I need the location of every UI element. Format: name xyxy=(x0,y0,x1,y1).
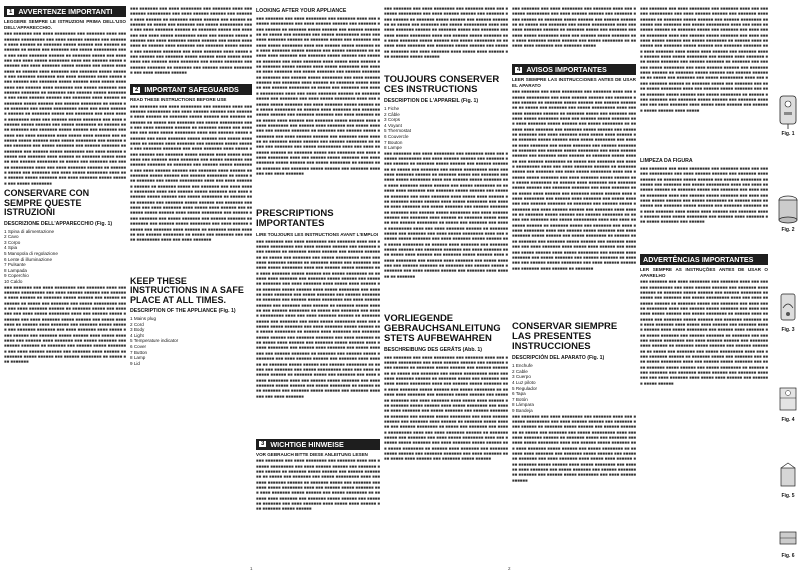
looking-after-head: LOOKING AFTER YOUR APPLIANCE xyxy=(256,8,347,14)
figure-label: Fig. 6 xyxy=(781,553,795,559)
section-header-italian: 1 AVVERTENZE IMPORTANTI xyxy=(4,6,126,17)
figure-5 xyxy=(776,462,800,499)
figures-column xyxy=(774,0,802,573)
list-item: 8 Lamp xyxy=(130,355,146,361)
list-item: 3 Body xyxy=(130,327,145,333)
tray-icon xyxy=(777,522,799,552)
appliance-icon xyxy=(777,90,799,130)
body-text-es-1: ■■■ ■■■■■■■ ■■■ ■■■■ ■■■■■■■■ ■■■ ■■■■■■■ ■■■■ ■■■ ■■■■■■ ■■■■■■■■■ ■■■ ■■■■ ■■■■■■ ■■■■■■ ■■■ ■■■■■■■ ■■■■ ■■■■■■ ■■ ■■■■■■■ ■■■■■ ■■■■■■ ■■■ ■■■■■■ ■■■■■■■■ ■■ ■■■■■ ■■■ ■■■■■■■ ■■■ ■■■■■ ■■■■■■■■■ ■■■■ ■■■ ■■■■ ■■■■■■■ ■■■■■■ ■■ ■■■■■■■ ■■■■■ ■■■ ■■■■■■■ ■■■ ■■■■ ■■■■■ ■■■■■■■■ ■■■■ ■■■ ■■■■■■ ■■■■■ ■■■■■■■ ■■■ ■■■■ ■■■■■■■ ■■■■■ ■■■■■■ ■■■ ■■■■■ ■■■■■■■■ ■■ ■■■■■■ ■■■■ ■■■■■■■ ■■■ ■■■■■■■ ■■■■■ ■■■■■■ ■■■ ■■■■■■■ ■■■■■■■ ■■■ ■■■■ ■■■■■■■ ■■■■ ■■■■■ ■■■■ ■■■■■■ ■■■ ■■■■■■■ ■■■■■ ■■■■■■ ■■■■ ■■■■■ ■■■■■■■■ ■■■ ■■■■■■ ■■■■ ■■■■■■■ ■■■ ■■■■■ ■■■■■■■ ■■■ ■■■■■■ ■■■■■■■ ■■ ■■■■■■■ ■■■ ■■■■■■ ■■■■■ ■■■■■■■■ ■■■ ■■■■ ■■■■■■ ■■■■■■ ■■■ ■■■■■■■ ■■■■ ■■■■■■ ■■ ■■■■■■■ ■■■■■ ■■■■■■ ■■■ ■■■■■■ ■■■■■■■■ ■■ ■■■■■ ■■■ ■■■■■■■ ■■■ ■■■■■ ■■■■■■■■■ ■■■■ ■■■ ■■■■ ■■■■■■■ ■■■■■■ ■■ ■■■■■■■ ■■■■■ ■■■ ■■■■■■■ ■■■ ■■■■ ■■■■■ ■■■■■■■■ ■■■■ ■■■ ■■■■■■ ■■■■■ ■■■■■■■ ■■■ ■■■■ ■■■■■■■ ■■■■■ ■■■■■■ ■■■ ■■■■■ ■■■■■■■■ ■■ ■■■■■■ ■■■■ ■■■■■■■ ■■■ ■■■■■■■ ■■■■■ ■■■■■■ ■■■ ■■■■■■■ ■■■■■■■ ■■■ ■■■■ ■■■■■■■ ■■■■ ■■■■■ ■■■■ ■■■■■■ ■■■ ■■■■■■■ ■■■■■ ■■■■■■ ■■■■ ■■■■■ ■■■■■■■■ ■■■ ■■■■■■ ■■■■ ■■■■■■■ ■■■ ■■■■■ ■■■■■■■ ■■■ ■■■■■■ ■■■■■■■ ■■ ■■■■■■■ ■■■ ■■■■■■ ■■■■■ ■■■■■■■■ ■■■ ■■■■ ■■■■■■ ■■■■■■ ■■■ ■■■■■■■ ■■■■ ■■■■■■ ■■ ■■■■■■■ ■■■■■ ■■■■■■ ■■■ ■■■■■■ ■■■■■■■■ ■■ ■■■■■ ■■■ ■■■■■■■ ■■■ ■■■■■ ■■■■■■■■■ ■■■■ ■■■ ■■■■ ■■■■■■■ ■■■■■■ ■■ ■■■■■■■ ■■■■■ ■■■ ■■■■■■■ ■■■ ■■■■ ■■■■■ ■■■■■■■■ ■■■■ ■■■ ■■■■■■ ■■■■■ ■■■■■■■ ■■■ ■■■■ ■■■■■■■ ■■■■■ ■■■■■■ ■■■ ■■■■■ ■■■■■■■■ ■■ ■■■■■■ ■■■■ ■■■■■■■ ■■■ ■■■■■■■ ■■■■■ ■■■■■■ ■■■ ■■■■■■■ ■■■■■■■ ■■■ ■■■■ ■■■■■■■ ■■■■ ■■■■■ ■■■■ ■■■■■■ ■■■ ■■■■■■■ ■■■■■ ■■■■■■ ■■■■ ■■■■■ ■■■■■■■■ ■■■ ■■■■■■ ■■■■ ■■■■■■■ ■■■ ■■■■■ ■■■■■■■ ■■■ ■■■■■■ ■■■■■■■ ■■ ■■■■■■■ ■■■ ■■■■■■ ■■■■■ ■■■■■■■■ ■■■ ■■■■ ■■■■■■ ■■■■■■ ■■■ ■■■■■■■ ■■■■ ■■■■■■ ■■ ■■■■■■■ xyxy=(512,89,636,271)
list-item: 4 Spia xyxy=(4,245,18,251)
hand-button-icon xyxy=(777,290,799,326)
body-text-italian-1: ■■■ ■■■■■■■ ■■■ ■■■■ ■■■■■■■■ ■■■ ■■■■■■■ ■■■■ ■■■ ■■■■■■ ■■■■■■■■■ ■■■ ■■■■ ■■■■■■ ■■■■■■ ■■■ ■■■■■■■ ■■■■ ■■■■■■ ■■ ■■■■■■■ ■■■■■ ■■■■■■ ■■■ ■■■■■■ ■■■■■■■■ ■■ ■■■■■ ■■■ ■■■■■■■ ■■■ ■■■■■ ■■■■■■■■■ ■■■■ ■■■ ■■■■ ■■■■■■■ ■■■■■■ ■■ ■■■■■■■ ■■■■■ ■■■ ■■■■■■■ ■■■ ■■■■ ■■■■■ ■■■■■■■■ ■■■■ ■■■ ■■■■■■ ■■■■■ ■■■■■■■ ■■■ ■■■■ ■■■■■■■ ■■■■■ ■■■■■■ ■■■ ■■■■■ ■■■■■■■■ ■■ ■■■■■■ ■■■■ ■■■■■■■ ■■■ ■■■■■■■ ■■■■■ ■■■■■■ ■■■ ■■■■■■■ ■■■■■■■ ■■■ ■■■■ ■■■■■■■ ■■■■ ■■■■■ ■■■■ ■■■■■■ ■■■ ■■■■■■■ ■■■■■ ■■■■■■ ■■■■ ■■■■■ ■■■■■■■■ ■■■ ■■■■■■ ■■■■ ■■■■■■■ ■■■ ■■■■■ ■■■■■■■ ■■■ ■■■■■■ ■■■■■■■ ■■ ■■■■■■■ ■■■ ■■■■■■ ■■■■■ ■■■■■■■■ ■■■ ■■■■ ■■■■■■ ■■■■■■ ■■■ ■■■■■■■ ■■■■ ■■■■■■ ■■ ■■■■■■■ ■■■■■ ■■■■■■ ■■■ ■■■■■■ ■■■■■■■■ ■■ ■■■■■ ■■■ ■■■■■■■ ■■■ ■■■■■ ■■■■■■■■■ ■■■■ ■■■ ■■■■ ■■■■■■■ ■■■■■■ ■■ ■■■■■■■ ■■■■■ ■■■ ■■■■■■■ ■■■ ■■■■ ■■■■■ ■■■■■■■■ ■■■■ ■■■ ■■■■■■ ■■■■■ ■■■■■■■ ■■■ ■■■■ ■■■■■■■ ■■■■■ ■■■■■■ ■■■ ■■■■■ ■■■■■■■■ ■■ ■■■■■■ ■■■■ ■■■■■■■ ■■■ ■■■■■■■ ■■■■■ ■■■■■■ ■■■ ■■■■■■■ ■■■■■■■ ■■■ ■■■■ ■■■■■■■ ■■■■ ■■■■■ ■■■■ ■■■■■■ ■■■ ■■■■■■■ ■■■■■ ■■■■■■ ■■■■ ■■■■■ ■■■■■■■■ ■■■ ■■■■■■ ■■■■ ■■■■■■■ ■■■ ■■■■■ ■■■■■■■ ■■■ ■■■■■■ ■■■■■■■ ■■ ■■■■■■■ ■■■ ■■■■■■ ■■■■■ ■■■■■■■■ ■■■ ■■■■ ■■■■■■ ■■■■■■ ■■■ ■■■■■■■ ■■■■ ■■■■■■ ■■ ■■■■■■■ ■■■■■ ■■■■■■ ■■■ ■■■■■■ ■■■■■■■■ ■■ ■■■■■ ■■■ ■■■■■■■ ■■■ ■■■■■ ■■■■■■■■■ ■■■■ ■■■ ■■■■ ■■■■■■■ ■■■■■■ ■■ ■■■■■■■ ■■■■■ ■■■ ■■■■■■■ ■■■ ■■■■ ■■■■■ ■■■■■■■■ ■■■■ ■■■ ■■■■■■ ■■■■■ ■■■■■■■ ■■■ ■■■■ ■■■■■■■ ■■■■■ ■■■■■■ ■■■ ■■■■■ ■■■■■■■■ xyxy=(4,31,126,186)
figure-2 xyxy=(776,190,800,233)
figure-4 xyxy=(776,380,800,423)
list-item: 7 Bouton xyxy=(384,139,403,145)
figure-6 xyxy=(776,522,800,559)
parts-list-english xyxy=(130,316,252,366)
header-number: 2 xyxy=(135,86,139,93)
list-item: 6 Lente di illuminazione xyxy=(4,256,53,262)
list-item: 4 Light xyxy=(130,332,144,338)
list-item: 4 Voyant xyxy=(384,122,402,128)
body-text-fr-0: ■■■ ■■■■■■■ ■■■ ■■■■ ■■■■■■■■ ■■■ ■■■■■■■ ■■■■ ■■■ ■■■■■■ ■■■■■■■■■ ■■■ ■■■■ ■■■■■■ ■■■■■■ ■■■ ■■■■■■■ ■■■■ ■■■■■■ ■■ ■■■■■■■ ■■■■■ ■■■■■■ ■■■ ■■■■■■ ■■■■■■■■ ■■ ■■■■■ ■■■ ■■■■■■■ ■■■ ■■■■■ ■■■■■■■■■ ■■■■ ■■■ ■■■■ ■■■■■■■ ■■■■■■ ■■ ■■■■■■■ ■■■■■ ■■■ ■■■■■■■ ■■■ ■■■■ ■■■■■ ■■■■■■■■ ■■■■ ■■■ ■■■■■■ ■■■■■ ■■■■■■■ ■■■ ■■■■ ■■■■■■■ ■■■■■ ■■■■■■ ■■■ ■■■■■ ■■■■■■■■ ■■ ■■■■■■ ■■■■ ■■■■■■■ ■■■ ■■■■■■■ ■■■■■ ■■■■■■ ■■■ ■■■■■■■ ■■■■■■■ ■■■ ■■■■ ■■■■■■■ ■■■■ ■■■■■ ■■■■ ■■■■■■ ■■■ ■■■■■■■ ■■■■■ ■■■■■■ xyxy=(384,6,508,60)
header-number: 3 xyxy=(261,441,265,448)
list-item: 6 Cover xyxy=(130,344,147,350)
lead-french: LIRE TOUJOURS LES INSTRUCTIONS AVANT L'EMPLOI xyxy=(256,232,379,237)
list-item: 9 Bandeja xyxy=(512,407,533,413)
list-item: 5 Temperature indicator xyxy=(130,338,179,344)
column-portuguese xyxy=(640,6,768,566)
figure-label: Fig. 3 xyxy=(781,327,795,333)
keep-title-italian: CONSERVARE CON SEMPRE QUESTE ISTRUZIONI xyxy=(4,188,90,218)
description-head-german: BESCHREIBUNG DES GERÄTS (Abb. 1) xyxy=(384,346,482,353)
list-item: 2 Cavo xyxy=(4,234,19,240)
list-item: 3 Cuerpo xyxy=(512,374,531,380)
body-text-es-0: ■■■ ■■■■■■■ ■■■ ■■■■ ■■■■■■■■ ■■■ ■■■■■■■ ■■■■ ■■■ ■■■■■■ ■■■■■■■■■ ■■■ ■■■■ ■■■■■■ ■■■■■■ ■■■ ■■■■■■■ ■■■■ ■■■■■■ ■■ ■■■■■■■ ■■■■■ ■■■■■■ ■■■ ■■■■■■ ■■■■■■■■ ■■ ■■■■■ ■■■ ■■■■■■■ ■■■ ■■■■■ ■■■■■■■■■ ■■■■ ■■■ ■■■■ ■■■■■■■ ■■■■■■ ■■ ■■■■■■■ ■■■■■ ■■■ ■■■■■■■ ■■■ ■■■■ ■■■■■ ■■■■■■■■ ■■■■ ■■■ ■■■■■■ ■■■■■ ■■■■■■■ ■■■ ■■■■ ■■■■■■■ ■■■■■ ■■■■■■ ■■■ ■■■■■ ■■■■■■■■ ■■ ■■■■■■ ■■■■ ■■■■■■■ ■■■ ■■■■■■■ ■■■■■ xyxy=(512,6,636,49)
list-item: 6 Tapa xyxy=(512,391,526,397)
lamp-icon xyxy=(777,380,799,416)
list-item: 7 Pulsante xyxy=(4,262,26,268)
body-text-pt-2: ■■■ ■■■■■■■ ■■■ ■■■■ ■■■■■■■■ ■■■ ■■■■■■■ ■■■■ ■■■ ■■■■■■ ■■■■■■■■■ ■■■ ■■■■ ■■■■■■ ■■■■■■ ■■■ ■■■■■■■ ■■■■ ■■■■■■ ■■ ■■■■■■■ ■■■■■ ■■■■■■ ■■■ ■■■■■■ ■■■■■■■■ ■■ ■■■■■ ■■■ ■■■■■■■ ■■■ ■■■■■ ■■■■■■■■■ ■■■■ ■■■ ■■■■ ■■■■■■■ ■■■■■■ ■■ ■■■■■■■ ■■■■■ ■■■ ■■■■■■■ ■■■ ■■■■ ■■■■■ ■■■■■■■■ ■■■■ ■■■ ■■■■■■ ■■■■■ ■■■■■■■ ■■■ ■■■■ ■■■■■■■ ■■■■■ ■■■■■■ ■■■ ■■■■■ ■■■■■■■■ ■■ ■■■■■■ ■■■■ ■■■■■■■ ■■■ ■■■■■■■ ■■■■■ ■■■■■■ ■■■ ■■■■■■■ ■■■■■■■ ■■■ ■■■■ ■■■■■■■ ■■■■ ■■■■■ ■■■■ ■■■■■■ ■■■ ■■■■■■■ ■■■■■ ■■■■■■ ■■■■ ■■■■■ ■■■■■■■■ ■■■ ■■■■■■ ■■■■ ■■■■■■■ ■■■ ■■■■■ ■■■■■■■ ■■■ ■■■■■■ ■■■■■■■ ■■ ■■■■■■■ ■■■ ■■■■■■ ■■■■■ ■■■■■■■■ ■■■ ■■■■ ■■■■■■ ■■■■■■ ■■■ ■■■■■■■ ■■■■ ■■■■■■ ■■ ■■■■■■■ ■■■■■ ■■■■■■ ■■■ ■■■■■■ ■■■■■■■■ ■■ ■■■■■ ■■■ ■■■■■■■ ■■■ ■■■■■ ■■■■■■■■■ ■■■■ ■■■ ■■■■ ■■■■■■■ ■■■■■■ ■■ ■■■■■■■ ■■■■■ ■■■ ■■■■■■■ ■■■ ■■■■ ■■■■■ ■■■■■■■■ ■■■■ ■■■ ■■■■■■ ■■■■■ ■■■■■■■ ■■■ ■■■■ ■■■■■■■ ■■■■■ ■■■■■■ ■■■ ■■■■■ ■■■■■■■■ ■■ ■■■■■■ ■■■■ ■■■■■■■ ■■■ ■■■■■■■ ■■■■■ ■■■■■■ ■■■ ■■■■■■■ ■■■■■■■ ■■■ ■■■■ ■■■■■■■ ■■■■ ■■■■■ ■■■■ ■■■■■■ ■■■ ■■■■■■■ ■■■■■ ■■■■■■ xyxy=(640,279,768,386)
figure-3 xyxy=(776,290,800,333)
body-text-fr-1: ■■■ ■■■■■■■ ■■■ ■■■■ ■■■■■■■■ ■■■ ■■■■■■■ ■■■■ ■■■ ■■■■■■ ■■■■■■■■■ ■■■ ■■■■ ■■■■■■ ■■■■■■ ■■■ ■■■■■■■ ■■■■ ■■■■■■ ■■ ■■■■■■■ ■■■■■ ■■■■■■ ■■■ ■■■■■■ ■■■■■■■■ ■■ ■■■■■ ■■■ ■■■■■■■ ■■■ ■■■■■ ■■■■■■■■■ ■■■■ ■■■ ■■■■ ■■■■■■■ ■■■■■■ ■■ ■■■■■■■ ■■■■■ ■■■ ■■■■■■■ ■■■ ■■■■ ■■■■■ ■■■■■■■■ ■■■■ ■■■ ■■■■■■ ■■■■■ ■■■■■■■ ■■■ ■■■■ ■■■■■■■ ■■■■■ ■■■■■■ ■■■ ■■■■■ ■■■■■■■■ ■■ ■■■■■■ ■■■■ ■■■■■■■ ■■■ ■■■■■■■ ■■■■■ ■■■■■■ ■■■ ■■■■■■■ ■■■■■■■ ■■■ ■■■■ ■■■■■■■ ■■■■ ■■■■■ ■■■■ ■■■■■■ ■■■ ■■■■■■■ ■■■■■ ■■■■■■ ■■■■ ■■■■■ ■■■■■■■■ ■■■ ■■■■■■ ■■■■ ■■■■■■■ ■■■ ■■■■■ ■■■■■■■ ■■■ ■■■■■■ ■■■■■■■ ■■ ■■■■■■■ ■■■ ■■■■■■ ■■■■■ ■■■■■■■■ ■■■ ■■■■ ■■■■■■ ■■■■■■ ■■■ ■■■■■■■ ■■■■ ■■■■■■ ■■ ■■■■■■■ ■■■■■ ■■■■■■ ■■■ ■■■■■■ ■■■■■■■■ ■■ ■■■■■ ■■■ ■■■■■■■ ■■■ ■■■■■ ■■■■■■■■■ ■■■■ ■■■ ■■■■ ■■■■■■■ ■■■■■■ ■■ ■■■■■■■ ■■■■■ ■■■ ■■■■■■■ ■■■ ■■■■ ■■■■■ ■■■■■■■■ ■■■■ ■■■ ■■■■■■ ■■■■■ ■■■■■■■ ■■■ ■■■■ ■■■■■■■ ■■■■■ ■■■■■■ ■■■ ■■■■■ ■■■■■■■■ ■■ ■■■■■■ ■■■■ ■■■■■■■ ■■■ ■■■■■■■ ■■■■■ ■■■■■■ ■■■ ■■■■■■■ ■■■■■■■ ■■■ ■■■■ ■■■■■■■ ■■■■ ■■■■■ ■■■■ ■■■■■■ ■■■ ■■■■■■■ ■■■■■ ■■■■■■ ■■■■ ■■■■■ ■■■■■■■■ ■■■ ■■■■■■ ■■■■ ■■■■■■■ ■■■ ■■■■■ ■■■■■■■ ■■■ ■■■■■■ ■■■■■■■ ■■ ■■■■■■■ ■■■ ■■■■■■ ■■■■■ ■■■■■■■■ ■■■ ■■■■ ■■■■■■ ■■■■■■ ■■■ ■■■■■■■ ■■■■ ■■■■■■ ■■ ■■■■■■■ xyxy=(384,150,508,279)
list-item: 2 Câble xyxy=(384,111,400,117)
list-item: 10 Caldo xyxy=(4,279,23,284)
keep-title-english: KEEP THESE INSTRUCTIONS IN A SAFE PLACE AT ALL TIMES. xyxy=(130,275,244,305)
figure-label: Fig. 5 xyxy=(781,493,795,499)
section-header-spanish: 4 AVISOS IMPORTANTES xyxy=(512,64,636,75)
column-english xyxy=(130,6,252,566)
parts-list-italian xyxy=(4,229,126,285)
list-item: 1 Enchufe xyxy=(512,363,533,369)
body-text-middle-1: ■■■ ■■■■■■■ ■■■ ■■■■ ■■■■■■■■ ■■■ ■■■■■■■ ■■■■ ■■■ ■■■■■■ ■■■■■■■■■ ■■■ ■■■■ ■■■■■■ ■■■■■■ ■■■ ■■■■■■■ ■■■■ ■■■■■■ ■■ ■■■■■■■ ■■■■■ ■■■■■■ ■■■ ■■■■■■ ■■■■■■■■ ■■ ■■■■■ ■■■ ■■■■■■■ ■■■ ■■■■■ ■■■■■■■■■ ■■■■ ■■■ ■■■■ ■■■■■■■ ■■■■■■ ■■ ■■■■■■■ ■■■■■ ■■■ ■■■■■■■ ■■■ ■■■■ ■■■■■ ■■■■■■■■ ■■■■ ■■■ ■■■■■■ ■■■■■ ■■■■■■■ ■■■ ■■■■ ■■■■■■■ ■■■■■ ■■■■■■ ■■■ ■■■■■ ■■■■■■■■ ■■ ■■■■■■ ■■■■ ■■■■■■■ ■■■ ■■■■■■■ ■■■■■ ■■■■■■ ■■■ ■■■■■■■ ■■■■■■■ ■■■ ■■■■ ■■■■■■■ ■■■■ ■■■■■ ■■■■ ■■■■■■ ■■■ ■■■■■■■ ■■■■■ ■■■■■■ ■■■■ ■■■■■ ■■■■■■■■ ■■■ ■■■■■■ ■■■■ ■■■■■■■ ■■■ ■■■■■ ■■■■■■■ ■■■ ■■■■■■ ■■■■■■■ ■■ ■■■■■■■ ■■■ ■■■■■■ ■■■■■ ■■■■■■■■ ■■■ ■■■■ ■■■■■■ ■■■■■■ ■■■ ■■■■■■■ ■■■■ ■■■■■■ ■■ ■■■■■■■ ■■■■■ ■■■■■■ ■■■ ■■■■■■ ■■■■■■■■ ■■ ■■■■■ ■■■ ■■■■■■■ ■■■ ■■■■■ ■■■■■■■■■ ■■■■ ■■■ ■■■■ ■■■■■■■ ■■■■■■ ■■ ■■■■■■■ ■■■■■ ■■■ ■■■■■■■ ■■■ ■■■■ ■■■■■ ■■■■■■■■ ■■■■ ■■■ ■■■■■■ ■■■■■ ■■■■■■■ ■■■ ■■■■ ■■■■■■■ ■■■■■ ■■■■■■ ■■■ ■■■■■ ■■■■■■■■ ■■ ■■■■■■ ■■■■ ■■■■■■■ ■■■ ■■■■■■■ ■■■■■ ■■■■■■ ■■■ ■■■■■■■ ■■■■■■■ ■■■ ■■■■ ■■■■■■■ ■■■■ ■■■■■ ■■■■ ■■■■■■ ■■■ ■■■■■■■ ■■■■■ ■■■■■■ ■■■■ ■■■■■ ■■■■■■■■ ■■■ ■■■■■■ ■■■■ ■■■■■■■ ■■■ ■■■■■ ■■■■■■■ ■■■ ■■■■■■ ■■■■■■■ ■■ ■■■■■■■ ■■■ ■■■■■■ ■■■■■ ■■■■■■■■ ■■■ ■■■■ ■■■■■■ ■■■■■■ ■■■ ■■■■■■■ ■■■■ ■■■■■■ ■■ ■■■■■■■ ■■■■■ ■■■■■■ ■■■ ■■■■■■ ■■■■■■■■ ■■ ■■■■■ ■■■ ■■■■■■■ ■■■ ■■■■■ ■■■■■■■■■ ■■■■ ■■■ ■■■■ ■■■■■■■ ■■■■■■ ■■ ■■■■■■■ ■■■■■ ■■■ ■■■■■■■ ■■■ ■■■■ ■■■■■ ■■■■■■■■ ■■■■ ■■■ ■■■■■■ ■■■■■ ■■■■■■■ ■■■ ■■■■ ■■■■■■■ ■■■■■ ■■■■■■ ■■■ ■■■■■ ■■■■■■■■ ■■ ■■■■■■ ■■■■ ■■■■■■■ ■■■ ■■■■■■■ ■■■■■ ■■■■■■ ■■■ ■■■■■■■ ■■■■■■■ ■■■ ■■■■ ■■■■■■■ xyxy=(256,16,380,176)
body-text-es-2: ■■■ ■■■■■■■ ■■■ ■■■■ ■■■■■■■■ ■■■ ■■■■■■■ ■■■■ ■■■ ■■■■■■ ■■■■■■■■■ ■■■ ■■■■ ■■■■■■ ■■■■■■ ■■■ ■■■■■■■ ■■■■ ■■■■■■ ■■ ■■■■■■■ ■■■■■ ■■■■■■ ■■■ ■■■■■■ ■■■■■■■■ ■■ ■■■■■ ■■■ ■■■■■■■ ■■■ ■■■■■ ■■■■■■■■■ ■■■■ ■■■ ■■■■ ■■■■■■■ ■■■■■■ ■■ ■■■■■■■ ■■■■■ ■■■ ■■■■■■■ ■■■ ■■■■ ■■■■■ ■■■■■■■■ ■■■■ ■■■ ■■■■■■ ■■■■■ ■■■■■■■ ■■■ ■■■■ ■■■■■■■ ■■■■■ ■■■■■■ ■■■ ■■■■■ ■■■■■■■■ ■■ ■■■■■■ ■■■■ ■■■■■■■ ■■■ ■■■■■■■ ■■■■■ ■■■■■■ ■■■ ■■■■■■■ ■■■■■■■ ■■■ ■■■■ ■■■■■■■ ■■■■ ■■■■■ ■■■■ ■■■■■■ ■■■ ■■■■■■■ ■■■■■ ■■■■■■ ■■■■ ■■■■■ ■■■■■■■■ ■■■ ■■■■■■ ■■■■ ■■■■■■■ ■■■ ■■■■■ ■■■■■■■ ■■■ ■■■■■■ ■■■■■■■ ■■ ■■■■■■■ ■■■ ■■■■■■ ■■■■■ ■■■■■■■■ ■■■ ■■■■ ■■■■■■ ■■■■■■ xyxy=(512,413,636,483)
description-head-french: DESCRIPTION DE L'APPAREIL (Fig. 1) xyxy=(384,98,479,104)
body-text-fr-2: ■■■ ■■■■■■■ ■■■ ■■■■ ■■■■■■■■ ■■■ ■■■■■■■ ■■■■ ■■■ ■■■■■■ ■■■■■■■■■ ■■■ ■■■■ ■■■■■■ ■■■■■■ ■■■ ■■■■■■■ ■■■■ ■■■■■■ ■■ ■■■■■■■ ■■■■■ ■■■■■■ ■■■ ■■■■■■ ■■■■■■■■ ■■ ■■■■■ ■■■ ■■■■■■■ ■■■ ■■■■■ ■■■■■■■■■ ■■■■ ■■■ ■■■■ ■■■■■■■ ■■■■■■ ■■ ■■■■■■■ ■■■■■ ■■■ ■■■■■■■ ■■■ ■■■■ ■■■■■ ■■■■■■■■ ■■■■ ■■■ ■■■■■■ ■■■■■ ■■■■■■■ ■■■ ■■■■ ■■■■■■■ ■■■■■ ■■■■■■ ■■■ ■■■■■ ■■■■■■■■ ■■ ■■■■■■ ■■■■ ■■■■■■■ ■■■ ■■■■■■■ ■■■■■ ■■■■■■ ■■■ ■■■■■■■ ■■■■■■■ ■■■ ■■■■ ■■■■■■■ ■■■■ ■■■■■ ■■■■ ■■■■■■ ■■■ ■■■■■■■ ■■■■■ ■■■■■■ ■■■■ ■■■■■ ■■■■■■■■ ■■■ ■■■■■■ ■■■■ ■■■■■■■ ■■■ ■■■■■ ■■■■■■■ ■■■ ■■■■■■ ■■■■■■■ ■■ ■■■■■■■ ■■■ ■■■■■■ ■■■■■ ■■■■■■■■ ■■■ ■■■■ ■■■■■■ ■■■■■■ ■■■ ■■■■■■■ ■■■■ ■■■■■■ ■■ ■■■■■■■ ■■■■■ ■■■■■■ ■■■ ■■■■■■ ■■■■■■■■ ■■ ■■■■■ ■■■ ■■■■■■■ ■■■ ■■■■■ ■■■■■■■■■ ■■■■ ■■■ ■■■■ ■■■■■■■ ■■■■■■ ■■ ■■■■■■■ ■■■■■ ■■■ ■■■■■■■ ■■■ ■■■■ ■■■■■ ■■■■■■■■ ■■■■ ■■■ ■■■■■■ ■■■■■ ■■■■■■■ ■■■ ■■■■ ■■■■■■■ ■■■■■ ■■■■■■ ■■■ ■■■■■ ■■■■■■■■ ■■ ■■■■■■ ■■■■ ■■■■■■■ ■■■ ■■■■■■■ ■■■■■ ■■■■■■ ■■■ ■■■■■■■ ■■■■■■■ ■■■ ■■■■ ■■■■■■■ ■■■■ ■■■■■ ■■■■ ■■■■■■ ■■■ ■■■■■■■ ■■■■■ ■■■■■■ xyxy=(384,354,508,462)
list-item: 9 Lid xyxy=(130,360,140,366)
page-number-right: 2 xyxy=(508,566,511,571)
list-item: 3 Corpo xyxy=(4,239,21,245)
list-item: 9 Coperchio xyxy=(4,273,29,279)
body-text-english-1: ■■■ ■■■■■■■ ■■■ ■■■■ ■■■■■■■■ ■■■ ■■■■■■■ ■■■■ ■■■ ■■■■■■ ■■■■■■■■■ ■■■ ■■■■ ■■■■■■ ■■■■■■ ■■■ ■■■■■■■ ■■■■ ■■■■■■ ■■ ■■■■■■■ ■■■■■ ■■■■■■ ■■■ ■■■■■■ ■■■■■■■■ ■■ ■■■■■ ■■■ ■■■■■■■ ■■■ ■■■■■ ■■■■■■■■■ ■■■■ ■■■ ■■■■ ■■■■■■■ ■■■■■■ ■■ ■■■■■■■ ■■■■■ ■■■ ■■■■■■■ ■■■ ■■■■ ■■■■■ ■■■■■■■■ ■■■■ ■■■ ■■■■■■ ■■■■■ ■■■■■■■ ■■■ ■■■■ ■■■■■■■ ■■■■■ ■■■■■■ ■■■ ■■■■■ ■■■■■■■■ ■■ ■■■■■■ ■■■■ ■■■■■■■ ■■■ ■■■■■■■ ■■■■■ ■■■■■■ ■■■ ■■■■■■■ ■■■■■■■ ■■■ ■■■■ ■■■■■■■ ■■■■ ■■■■■ ■■■■ ■■■■■■ ■■■ ■■■■■■■ ■■■■■ ■■■■■■ ■■■■ ■■■■■ ■■■■■■■■ ■■■ ■■■■■■ ■■■■ ■■■■■■■ ■■■ ■■■■■ ■■■■■■■ ■■■ ■■■■■■ ■■■■■■■ ■■ ■■■■■■■ ■■■ ■■■■■■ ■■■■■ ■■■■■■■■ ■■■ ■■■■ ■■■■■■ ■■■■■■ ■■■ ■■■■■■■ ■■■■ ■■■■■■ ■■ ■■■■■■■ ■■■■■ ■■■■■■ ■■■ ■■■■■■ ■■■■■■■■ ■■ ■■■■■ ■■■ ■■■■■■■ ■■■ ■■■■■ ■■■■■■■■■ ■■■■ ■■■ ■■■■ ■■■■■■■ ■■■■■■ ■■ ■■■■■■■ ■■■■■ ■■■ ■■■■■■■ ■■■ ■■■■ ■■■■■ ■■■■■■■■ ■■■■ ■■■ ■■■■■■ ■■■■■ ■■■■■■■ ■■■ ■■■■ ■■■■■■■ ■■■■■ ■■■■■■ ■■■ ■■■■■ ■■■■■■■■ ■■ ■■■■■■ ■■■■ ■■■■■■■ ■■■ ■■■■■■■ ■■■■■ ■■■■■■ ■■■ ■■■■■■■ ■■■■■■■ ■■■ ■■■■ ■■■■■■■ ■■■■ ■■■■■ ■■■■ ■■■■■■ ■■■ ■■■■■■■ ■■■■■ ■■■■■■ ■■■■ ■■■■■ ■■■■■■■■ ■■■ ■■■■■■ ■■■■ ■■■■■■■ ■■■ ■■■■■ ■■■■■■■ ■■■ ■■■■■■ ■■■■■■■ ■■ ■■■■■■■ ■■■ ■■■■■■ ■■■■■ ■■■■■■■■ ■■■ ■■■■ ■■■■■■ ■■■■■■ ■■■ ■■■■■■■ ■■■■ ■■■■■■ ■■ ■■■■■■■ ■■■■■ ■■■■■■ ■■■ ■■■■■■ ■■■■■■■■ ■■ ■■■■■ ■■■ ■■■■■■■ ■■■ ■■■■■ ■■■■■■■■■ ■■■■ ■■■ ■■■■ ■■■■■■■ xyxy=(130,103,252,243)
list-item: 1 Spina di alimentazione xyxy=(4,228,55,234)
description-head-italian: DESCRIZIONE DELL'APPARECCHIO (Fig. 1) xyxy=(4,220,113,227)
lead-german: VOR GEBRAUCH BITTE DIESE ANLEITUNG LESEN xyxy=(256,451,368,457)
figure-label: Fig. 2 xyxy=(781,227,795,233)
list-item: 7 Botón xyxy=(512,396,528,402)
german-keep-title: VORLIEGENDE GEBRAUCHSANLEITUNG STETS AUFBEWAHREN xyxy=(384,312,501,344)
list-item: 2 Cord xyxy=(130,321,144,327)
description-head-spanish: DESCRIPCIÓN DEL APARATO (Fig. 1) xyxy=(512,355,605,362)
body-text-pt-0: ■■■ ■■■■■■■ ■■■ ■■■■ ■■■■■■■■ ■■■ ■■■■■■■ ■■■■ ■■■ ■■■■■■ ■■■■■■■■■ ■■■ ■■■■ ■■■■■■ ■■■■■■ ■■■ ■■■■■■■ ■■■■ ■■■■■■ ■■ ■■■■■■■ ■■■■■ ■■■■■■ ■■■ ■■■■■■ ■■■■■■■■ ■■ ■■■■■ ■■■ ■■■■■■■ ■■■ ■■■■■ ■■■■■■■■■ ■■■■ ■■■ ■■■■ ■■■■■■■ ■■■■■■ ■■ ■■■■■■■ ■■■■■ ■■■ ■■■■■■■ ■■■ ■■■■ ■■■■■ ■■■■■■■■ ■■■■ ■■■ ■■■■■■ ■■■■■ ■■■■■■■ ■■■ ■■■■ ■■■■■■■ ■■■■■ ■■■■■■ ■■■ ■■■■■ ■■■■■■■■ ■■ ■■■■■■ ■■■■ ■■■■■■■ ■■■ ■■■■■■■ ■■■■■ ■■■■■■ ■■■ ■■■■■■■ ■■■■■■■ ■■■ ■■■■ ■■■■■■■ ■■■■ ■■■■■ ■■■■ ■■■■■■ ■■■ ■■■■■■■ ■■■■■ ■■■■■■ ■■■■ ■■■■■ ■■■■■■■■ ■■■ ■■■■■■ ■■■■ ■■■■■■■ ■■■ ■■■■■ ■■■■■■■ ■■■ ■■■■■■ ■■■■■■■ ■■ ■■■■■■■ ■■■ ■■■■■■ ■■■■■ ■■■■■■■■ ■■■ ■■■■ ■■■■■■ ■■■■■■ ■■■ ■■■■■■■ ■■■■ ■■■■■■ ■■ ■■■■■■■ ■■■■■ ■■■■■■ ■■■ ■■■■■■ ■■■■■■■■ ■■ ■■■■■ ■■■ ■■■■■■■ ■■■ ■■■■■ ■■■■■■■■■ ■■■■ ■■■ ■■■■ ■■■■■■■ ■■■■■■ ■■ ■■■■■■■ ■■■■■ ■■■ ■■■■■■■ ■■■ ■■■■ ■■■■■ ■■■■■■■■ ■■■■ ■■■ ■■■■■■ ■■■■■ ■■■■■■■ ■■■ ■■■■ ■■■■■■■ ■■■■■ ■■■■■■ ■■■ ■■■■■ ■■■■■■■■ ■■ ■■■■■■ ■■■■ ■■■■■■■ ■■■ ■■■■■■■ ■■■■■ ■■■■■■ ■■■ ■■■■■■■ ■■■■■■■ ■■■ ■■■■ ■■■■■■■ ■■■■ ■■■■■ ■■■■ ■■■■■■ ■■■ ■■■■■■■ ■■■■■ ■■■■■■ ■■■■ ■■■■■ xyxy=(640,6,768,113)
french-keep-title: TOUJOURS CONSERVER CES INSTRUCTIONS xyxy=(384,74,500,95)
body-text-middle-3: ■■■ ■■■■■■■ ■■■ ■■■■ ■■■■■■■■ ■■■ ■■■■■■■ ■■■■ ■■■ ■■■■■■ ■■■■■■■■■ ■■■ ■■■■ ■■■■■■ ■■■■■■ ■■■ ■■■■■■■ ■■■■ ■■■■■■ ■■ ■■■■■■■ ■■■■■ ■■■■■■ ■■■ ■■■■■■ ■■■■■■■■ ■■ ■■■■■ ■■■ ■■■■■■■ ■■■ ■■■■■ ■■■■■■■■■ ■■■■ ■■■ ■■■■ ■■■■■■■ ■■■■■■ ■■ ■■■■■■■ ■■■■■ ■■■ ■■■■■■■ ■■■ ■■■■ ■■■■■ ■■■■■■■■ ■■■■ ■■■ ■■■■■■ ■■■■■ ■■■■■■■ ■■■ ■■■■ ■■■■■■■ ■■■■■ ■■■■■■ ■■■ ■■■■■ ■■■■■■■■ ■■ ■■■■■■ ■■■■ ■■■■■■■ ■■■ ■■■■■■■ ■■■■■ ■■■■■■ ■■■ ■■■■■■■ ■■■■■■■ ■■■ ■■■■ ■■■■■■■ ■■■■ ■■■■■ ■■■■ ■■■■■■ ■■■ ■■■■■■■ ■■■■■ ■■■■■■ xyxy=(256,458,380,512)
column-french-german xyxy=(384,6,508,566)
header-number: 4 xyxy=(517,66,521,73)
body-text-italian-2: ■■■ ■■■■■■■ ■■■ ■■■■ ■■■■■■■■ ■■■ ■■■■■■■ ■■■■ ■■■ ■■■■■■ ■■■■■■■■■ ■■■ ■■■■ ■■■■■■ ■■■■■■ ■■■ ■■■■■■■ ■■■■ ■■■■■■ ■■ ■■■■■■■ ■■■■■ ■■■■■■ ■■■ ■■■■■■ ■■■■■■■■ ■■ ■■■■■ ■■■ ■■■■■■■ ■■■ ■■■■■ ■■■■■■■■■ ■■■■ ■■■ ■■■■ ■■■■■■■ ■■■■■■ ■■ ■■■■■■■ ■■■■■ ■■■ ■■■■■■■ ■■■ ■■■■ ■■■■■ ■■■■■■■■ ■■■■ ■■■ ■■■■■■ ■■■■■ ■■■■■■■ ■■■ ■■■■ ■■■■■■■ ■■■■■ ■■■■■■ ■■■ ■■■■■ ■■■■■■■■ ■■ ■■■■■■ ■■■■ ■■■■■■■ ■■■ ■■■■■■■ ■■■■■ ■■■■■■ ■■■ ■■■■■■■ ■■■■■■■ ■■■ ■■■■ ■■■■■■■ ■■■■ ■■■■■ ■■■■ ■■■■■■ ■■■ ■■■■■■■ ■■■■■ ■■■■■■ ■■■■ ■■■■■ ■■■■■■■■ ■■■ ■■■■■■ ■■■■ ■■■■■■■ ■■■ ■■■■■ ■■■■■■■ ■■■ ■■■■■■ ■■■■■■■ ■■ ■■■■■■■ ■■■ ■■■■■■ ■■■■■ ■■■■■■■■ ■■■ ■■■■ ■■■■■■ ■■■■■■ ■■■ ■■■■■■■ ■■■■ ■■■■■■ ■■ ■■■■■■■ ■■■■■ ■■■■■■ ■■■ ■■■■■■ ■■■■■■■■ ■■ ■■■■■ ■■■ ■■■■■■■ xyxy=(4,284,126,365)
column-spanish xyxy=(512,6,636,566)
list-item: 8 Lampada xyxy=(4,267,27,273)
column-italian xyxy=(4,6,126,566)
list-item: 5 Thermostat xyxy=(384,128,411,134)
spanish-keep-title: CONSERVAR SIEMPRE LAS PRESENTES INSTRUCCIONES xyxy=(512,321,618,353)
lead-spanish: LEER SIEMPRE LAS INSTRUCCIONES ANTES DE USAR EL APARATO xyxy=(512,77,636,88)
figure-label: Fig. 1 xyxy=(781,131,795,137)
section-header-english: 2 IMPORTANT SAFEGUARDS xyxy=(130,84,252,95)
parts-list-spanish xyxy=(512,363,636,413)
list-item: 2 Cable xyxy=(512,368,528,374)
lead-italian: LEGGERE SEMPRE LE ISTRUZIONI PRIMA DELL'USO DELL'APPARECCHIO. xyxy=(4,19,126,30)
description-head-english: DESCRIPTION OF THE APPLIANCE (Fig. 1) xyxy=(130,308,236,315)
list-item: 1 Mains plug xyxy=(130,316,157,322)
list-item: 7 Button xyxy=(130,349,148,355)
list-item: 5 Manopola di regolazione xyxy=(4,251,58,257)
column-middle xyxy=(256,6,380,566)
body-text-middle-2: ■■■ ■■■■■■■ ■■■ ■■■■ ■■■■■■■■ ■■■ ■■■■■■■ ■■■■ ■■■ ■■■■■■ ■■■■■■■■■ ■■■ ■■■■ ■■■■■■ ■■■■■■ ■■■ ■■■■■■■ ■■■■ ■■■■■■ ■■ ■■■■■■■ ■■■■■ ■■■■■■ ■■■ ■■■■■■ ■■■■■■■■ ■■ ■■■■■ ■■■ ■■■■■■■ ■■■ ■■■■■ ■■■■■■■■■ ■■■■ ■■■ ■■■■ ■■■■■■■ ■■■■■■ ■■ ■■■■■■■ ■■■■■ ■■■ ■■■■■■■ ■■■ ■■■■ ■■■■■ ■■■■■■■■ ■■■■ ■■■ ■■■■■■ ■■■■■ ■■■■■■■ ■■■ ■■■■ ■■■■■■■ ■■■■■ ■■■■■■ ■■■ ■■■■■ ■■■■■■■■ ■■ ■■■■■■ ■■■■ ■■■■■■■ ■■■ ■■■■■■■ ■■■■■ ■■■■■■ ■■■ ■■■■■■■ ■■■■■■■ ■■■ ■■■■ ■■■■■■■ ■■■■ ■■■■■ ■■■■ ■■■■■■ ■■■ ■■■■■■■ ■■■■■ ■■■■■■ ■■■■ ■■■■■ ■■■■■■■■ ■■■ ■■■■■■ ■■■■ ■■■■■■■ ■■■ ■■■■■ ■■■■■■■ ■■■ ■■■■■■ ■■■■■■■ ■■ ■■■■■■■ ■■■ ■■■■■■ ■■■■■ ■■■■■■■■ ■■■ ■■■■ ■■■■■■ ■■■■■■ ■■■ ■■■■■■■ ■■■■ ■■■■■■ ■■ ■■■■■■■ ■■■■■ ■■■■■■ ■■■ ■■■■■■ ■■■■■■■■ ■■ ■■■■■ ■■■ ■■■■■■■ ■■■ ■■■■■ ■■■■■■■■■ ■■■■ ■■■ ■■■■ ■■■■■■■ ■■■■■■ ■■ ■■■■■■■ ■■■■■ ■■■ ■■■■■■■ ■■■ ■■■■ ■■■■■ ■■■■■■■■ ■■■■ ■■■ ■■■■■■ ■■■■■ ■■■■■■■ ■■■ ■■■■ ■■■■■■■ ■■■■■ ■■■■■■ ■■■ ■■■■■ ■■■■■■■■ ■■ ■■■■■■ ■■■■ ■■■■■■■ ■■■ ■■■■■■■ ■■■■■ ■■■■■■ ■■■ ■■■■■■■ ■■■■■■■ ■■■ ■■■■ ■■■■■■■ ■■■■ ■■■■■ ■■■■ ■■■■■■ ■■■ ■■■■■■■ ■■■■■ ■■■■■■ ■■■■ ■■■■■ ■■■■■■■■ ■■■ ■■■■■■ ■■■■ ■■■■■■■ ■■■ ■■■■■ ■■■■■■■ ■■■ ■■■■■■ ■■■■■■■ ■■ ■■■■■■■ ■■■ ■■■■■■ ■■■■■ ■■■■■■■■ ■■■ ■■■■ ■■■■■■ ■■■■■■ ■■■ ■■■■■■■ ■■■■ ■■■■■■ ■■ ■■■■■■■ ■■■■■ ■■■■■■ ■■■ ■■■■■■ ■■■■■■■■ ■■ ■■■■■ ■■■ ■■■■■■■ ■■■ ■■■■■ ■■■■■■■■■ ■■■■ ■■■ ■■■■ ■■■■■■■ ■■■■■■ ■■ ■■■■■■■ ■■■■■ ■■■ ■■■■■■■ ■■■ ■■■■ ■■■■■ ■■■■■■■■ ■■■■ ■■■ ■■■■■■ ■■■■■ ■■■■■■■ ■■■ ■■■■ ■■■■■■■ ■■■■■ ■■■■■■ ■■■ ■■■■■ ■■■■■■■■ ■■ ■■■■■■ ■■■■ ■■■■■■■ ■■■ ■■■■■■■ ■■■■■ ■■■■■■ ■■■ ■■■■■■■ ■■■■■■■ ■■■ ■■■■ ■■■■■■■ xyxy=(256,238,380,399)
figure-1 xyxy=(776,90,800,137)
prescriptions-title: PRESCRIPTIONS IMPORTANTES xyxy=(256,208,334,229)
body-text-english-0: ■■■ ■■■■■■■ ■■■ ■■■■ ■■■■■■■■ ■■■ ■■■■■■■ ■■■■ ■■■ ■■■■■■ ■■■■■■■■■ ■■■ ■■■■ ■■■■■■ ■■■■■■ ■■■ ■■■■■■■ ■■■■ ■■■■■■ ■■ ■■■■■■■ ■■■■■ ■■■■■■ ■■■ ■■■■■■ ■■■■■■■■ ■■ ■■■■■ ■■■ ■■■■■■■ ■■■ ■■■■■ ■■■■■■■■■ ■■■■ ■■■ ■■■■ ■■■■■■■ ■■■■■■ ■■ ■■■■■■■ ■■■■■ ■■■ ■■■■■■■ ■■■ ■■■■ ■■■■■ ■■■■■■■■ ■■■■ ■■■ ■■■■■■ ■■■■■ ■■■■■■■ ■■■ ■■■■ ■■■■■■■ ■■■■■ ■■■■■■ ■■■ ■■■■■ ■■■■■■■■ ■■ ■■■■■■ ■■■■ ■■■■■■■ ■■■ ■■■■■■■ ■■■■■ ■■■■■■ ■■■ ■■■■■■■ ■■■■■■■ ■■■ ■■■■ ■■■■■■■ ■■■■ ■■■■■ ■■■■ ■■■■■■ ■■■ ■■■■■■■ ■■■■■ ■■■■■■ ■■■■ ■■■■■ ■■■■■■■■ ■■■ ■■■■■■ ■■■■ ■■■■■■■ ■■■ ■■■■■ ■■■■■■■ ■■■ ■■■■■■ ■■■■■■■ ■■ ■■■■■■■ ■■■ ■■■■■■ ■■■■■ ■■■■■■■■ ■■■ ■■■■ ■■■■■■ ■■■■■■ xyxy=(130,6,252,76)
cleaning-head-pt: LIMPEZA DA FIGURA xyxy=(640,158,693,164)
section-header-german: 3 WICHTIGE HINWEISE xyxy=(256,439,380,450)
list-item: 8 Lámpara xyxy=(512,402,534,408)
list-item: 8 Lampe xyxy=(384,145,402,151)
page-number-left: 1 xyxy=(250,566,253,571)
list-item: 6 Couvercle xyxy=(384,133,409,139)
lead-portuguese: LER SEMPRE AS INSTRUÇÕES ANTES DE USAR O APARELHO xyxy=(640,267,768,278)
appliance-lid-icon xyxy=(777,190,799,226)
cleaning-icon xyxy=(777,462,799,492)
figure-label: Fig. 4 xyxy=(781,417,795,423)
list-item: 4 Luz piloto xyxy=(512,379,536,385)
parts-list-french xyxy=(384,106,508,151)
body-text-pt-1: ■■■ ■■■■■■■ ■■■ ■■■■ ■■■■■■■■ ■■■ ■■■■■■■ ■■■■ ■■■ ■■■■■■ ■■■■■■■■■ ■■■ ■■■■ ■■■■■■ ■■■■■■ ■■■ ■■■■■■■ ■■■■ ■■■■■■ ■■ ■■■■■■■ ■■■■■ ■■■■■■ ■■■ ■■■■■■ ■■■■■■■■ ■■ ■■■■■ ■■■ ■■■■■■■ ■■■ ■■■■■ ■■■■■■■■■ ■■■■ ■■■ ■■■■ ■■■■■■■ ■■■■■■ ■■ ■■■■■■■ ■■■■■ ■■■ ■■■■■■■ ■■■ ■■■■ ■■■■■ ■■■■■■■■ ■■■■ ■■■ ■■■■■■ ■■■■■ ■■■■■■■ ■■■ ■■■■ ■■■■■■■ ■■■■■ ■■■■■■ ■■■ ■■■■■ ■■■■■■■■ ■■ ■■■■■■ ■■■■ ■■■■■■■ ■■■ ■■■■■■■ ■■■■■ ■■■■■■ ■■■ ■■■■■■■ ■■■■■■■ ■■■ ■■■■ ■■■■■■■ ■■■■ ■■■■■ ■■■■ ■■■■■■ ■■■ ■■■■■■■ ■■■■■ ■■■■■■ ■■■■ ■■■■■ ■■■■■■■■ ■■■ ■■■■■■ ■■■■ ■■■■■■■ ■■■ ■■■■■ ■■■■■■■ ■■■ ■■■■■■ xyxy=(640,166,768,225)
list-item: 1 Fiche xyxy=(384,106,400,111)
lead-english: READ THESE INSTRUCTIONS BEFORE USE xyxy=(130,97,227,102)
list-item: 5 Regulador xyxy=(512,385,538,391)
section-header-portuguese: ADVERTÊNCIAS IMPORTANTES xyxy=(640,254,768,265)
list-item: 3 Corps xyxy=(384,117,401,123)
header-number: 1 xyxy=(9,8,13,15)
